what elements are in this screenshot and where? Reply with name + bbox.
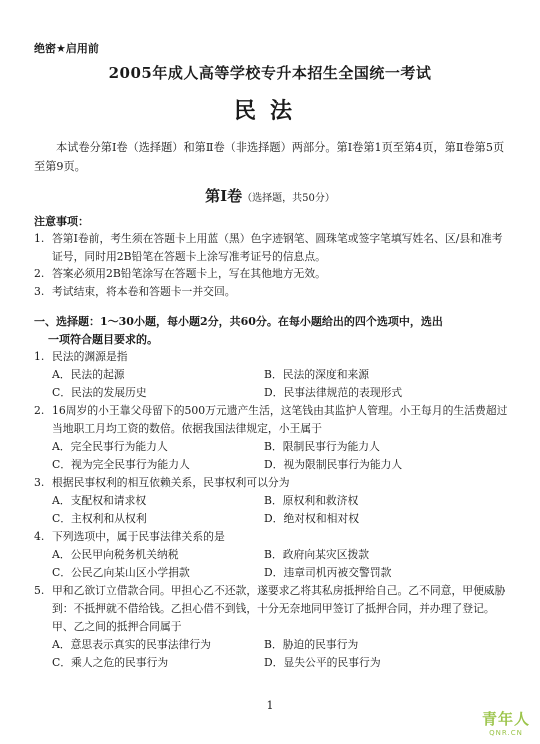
answer-option: B．原权利和救济权 <box>264 494 359 507</box>
notes-heading: 注意事项： <box>34 215 89 228</box>
answer-option: C．公民乙向某山区小学捐款 <box>52 566 190 579</box>
note-text: 答第Ⅰ卷前，考生须在答题卡上用蓝（黑）色字迹钢笔、圆珠笔或签字笔填写姓名、区/县和准考证号，同时用2B铅笔在答题卡上涂写准考证号的信息点。 <box>52 232 503 263</box>
section-line-2: 一项符合题目要求的。 <box>48 332 158 346</box>
watermark-url: QNR.CN <box>489 729 523 737</box>
question-number: 3. <box>34 476 45 489</box>
answer-option: C．民法的发展历史 <box>52 386 147 399</box>
answer-option: A．完全民事行为能力人 <box>52 440 168 453</box>
question-stem <box>34 582 508 636</box>
answer-option: A．民法的起源 <box>52 368 125 381</box>
note-item <box>34 283 508 301</box>
question-number: 4. <box>34 530 45 543</box>
question-item <box>34 528 508 582</box>
intro-paragraph: 本试卷分第Ⅰ卷（选择题）和第Ⅱ卷（非选择题）两部分。第Ⅰ卷第1页至第4页，第Ⅱ卷第5页至第9页。 <box>34 141 505 173</box>
note-number: 2. <box>34 267 45 280</box>
option-grid <box>34 492 508 528</box>
question-stem <box>34 528 508 546</box>
subject-title: 民法 <box>233 98 306 124</box>
note-text: 考试结束，将本卷和答题卡一并交回。 <box>52 284 236 298</box>
answer-option: D．违章司机丙被交警罚款 <box>264 566 392 579</box>
question-number: 2. <box>34 404 45 417</box>
answer-option: D．绝对权和相对权 <box>264 512 360 525</box>
watermark-logo <box>482 708 530 737</box>
option-grid <box>34 546 508 582</box>
question-number: 5. <box>34 584 45 597</box>
answer-option: D．民事法律规范的表现形式 <box>264 386 403 399</box>
note-item <box>34 265 508 283</box>
note-text: 答案必须用2B铅笔涂写在答题卡上，写在其他地方无效。 <box>52 267 326 280</box>
question-list <box>34 348 508 672</box>
answer-option: C．主权利和从权利 <box>52 512 147 525</box>
note-number: 3. <box>34 284 45 298</box>
question-stem <box>34 348 508 366</box>
answer-option: D．显失公平的民事行为 <box>264 656 381 669</box>
question-item <box>34 582 508 672</box>
note-number: 1. <box>34 232 45 245</box>
page-number: 1 <box>266 699 274 712</box>
question-text: 民法的渊源是指 <box>52 350 128 363</box>
option-grid <box>34 366 508 402</box>
notes-list <box>34 230 508 300</box>
exam-title: 2005年成人高等学校专升本招生全国统一考试 <box>108 64 432 82</box>
question-item <box>34 474 508 528</box>
question-text: 下列选项中，属于民事法律关系的是 <box>52 530 225 543</box>
question-number: 1. <box>34 350 45 363</box>
answer-option: D．视为限制民事行为能力人 <box>264 458 403 471</box>
answer-option: B．政府向某灾区拨款 <box>264 548 370 561</box>
answer-option: B．限制民事行为能力人 <box>264 440 380 453</box>
answer-option: B．民法的深度和来源 <box>264 368 370 381</box>
answer-option: C．视为完全民事行为能力人 <box>52 458 190 471</box>
answer-option: C．乘人之危的民事行为 <box>52 656 169 669</box>
question-item <box>34 348 508 402</box>
answer-option: B．胁迫的民事行为 <box>264 638 359 651</box>
option-grid <box>34 636 508 672</box>
part-title: 第Ⅰ卷 <box>205 187 243 205</box>
answer-option: A．意思表示真实的民事法律行为 <box>52 638 211 651</box>
section-heading <box>34 313 508 348</box>
option-grid <box>34 438 508 474</box>
part-subtitle: （选择题，共50分） <box>242 193 335 204</box>
answer-option: A．公民甲向税务机关纳税 <box>52 548 179 561</box>
watermark-text: 青年人 <box>481 710 530 728</box>
part-heading <box>0 185 540 206</box>
question-item <box>34 402 508 474</box>
answer-option: A．支配权和请求权 <box>52 494 147 507</box>
section-line-1: 一、选择题：1～30小题，每小题2分，共60分。在每小题给出的四个选项中，选出 <box>34 315 443 328</box>
question-text: 根据民事权利的相互依赖关系，民事权利可以分为 <box>52 476 290 489</box>
note-item <box>34 230 508 265</box>
question-stem <box>34 402 508 438</box>
confidential-label: 绝密★启用前 <box>34 42 99 55</box>
question-text: 甲和乙欲订立借款合同。甲担心乙不还款，遂要求乙将其私房抵押给自己。乙不同意，甲便威胁到：不抵押就不借给钱。乙担心借不到钱，十分无奈地同甲签订了抵押合同，并办理了登记。甲、乙之间的抵押合同属于 <box>52 584 506 633</box>
question-text: 16周岁的小王靠父母留下的500万元遗产生活，这笔钱由其监护人管理。小王每月的生活费超过当地职工月均工资的数倍。依据我国法律规定，小王属于 <box>52 404 508 435</box>
question-stem <box>34 474 508 492</box>
